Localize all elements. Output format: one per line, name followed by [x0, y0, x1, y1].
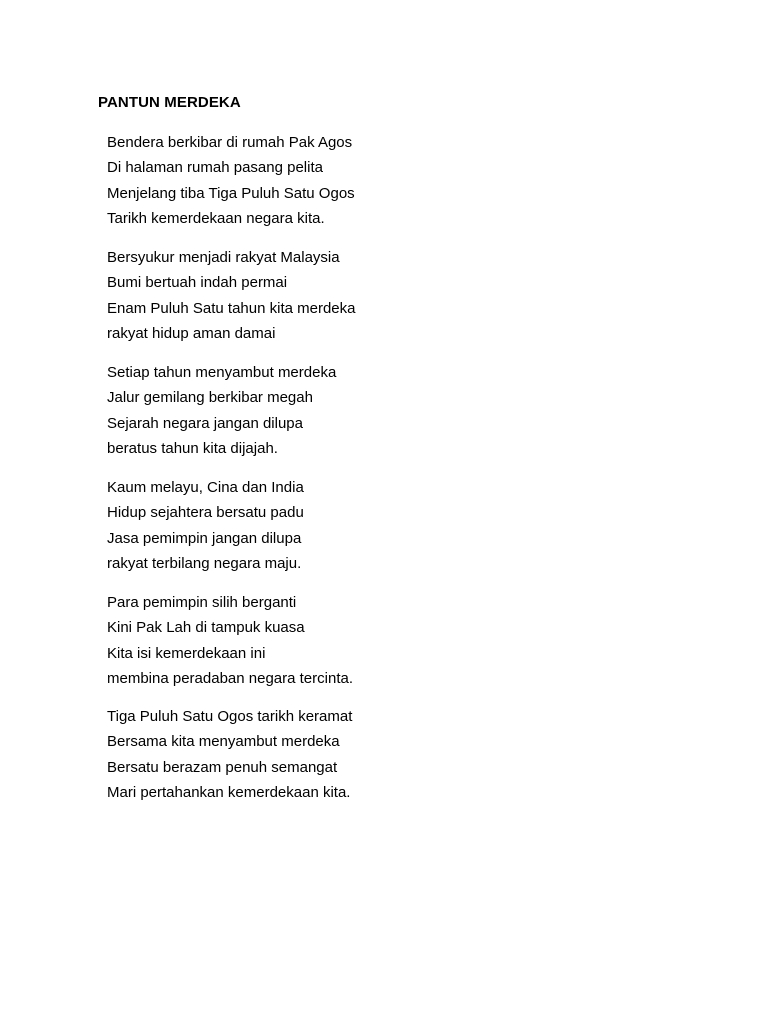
stanza-4 — [107, 475, 304, 576]
stanza-6 — [107, 704, 352, 805]
poem-line: Bersyukur menjadi rakyat Malaysia — [107, 249, 340, 266]
poem-line: Jasa pemimpin jangan dilupa — [107, 529, 302, 547]
poem-line: Bersatu berazam penuh semangat — [107, 758, 338, 776]
poem-line: Bumi bertuah indah permai — [107, 274, 288, 292]
poem-line: Menjelang tiba Tiga Puluh Satu Ogos — [107, 184, 355, 202]
poem-line: Tarikh kemerdekaan negara kita. — [107, 209, 325, 227]
poem-line: rakyat hidup aman damai — [107, 324, 276, 342]
poem-line: Kaum melayu, Cina dan India — [107, 479, 304, 496]
poem-line: Bendera berkibar di rumah Pak Agos — [107, 134, 353, 151]
stanza-2 — [107, 245, 355, 346]
poem-line: Mari pertahankan kemerdekaan kita. — [107, 783, 351, 801]
poem-line: Bersama kita menyambut merdeka — [107, 733, 340, 751]
stanza-1 — [107, 130, 355, 231]
poem-line: Di halaman rumah pasang pelita — [107, 159, 323, 177]
stanza-3 — [107, 360, 336, 461]
poem-line: Tiga Puluh Satu Ogos tarikh keramat — [107, 708, 353, 725]
poem-line: rakyat terbilang negara maju. — [107, 554, 302, 572]
poem-line: Kini Pak Lah di tampuk kuasa — [107, 619, 305, 637]
poem-line: Enam Puluh Satu tahun kita merdeka — [107, 299, 356, 317]
stanza-5 — [107, 590, 353, 691]
poem-line: Para pemimpin silih berganti — [107, 594, 297, 611]
poem-line: Hidup sejahtera bersatu padu — [107, 504, 304, 522]
poem-line: beratus tahun kita dijajah. — [107, 439, 278, 457]
poem-title: PANTUN MERDEKA — [98, 94, 241, 111]
poem-line: Setiap tahun menyambut merdeka — [107, 364, 337, 381]
poem-line: membina peradaban negara tercinta. — [107, 669, 353, 687]
poem-line: Kita isi kemerdekaan ini — [107, 644, 266, 662]
poem-line: Jalur gemilang berkibar megah — [107, 389, 313, 407]
poem-line: Sejarah negara jangan dilupa — [107, 414, 303, 432]
